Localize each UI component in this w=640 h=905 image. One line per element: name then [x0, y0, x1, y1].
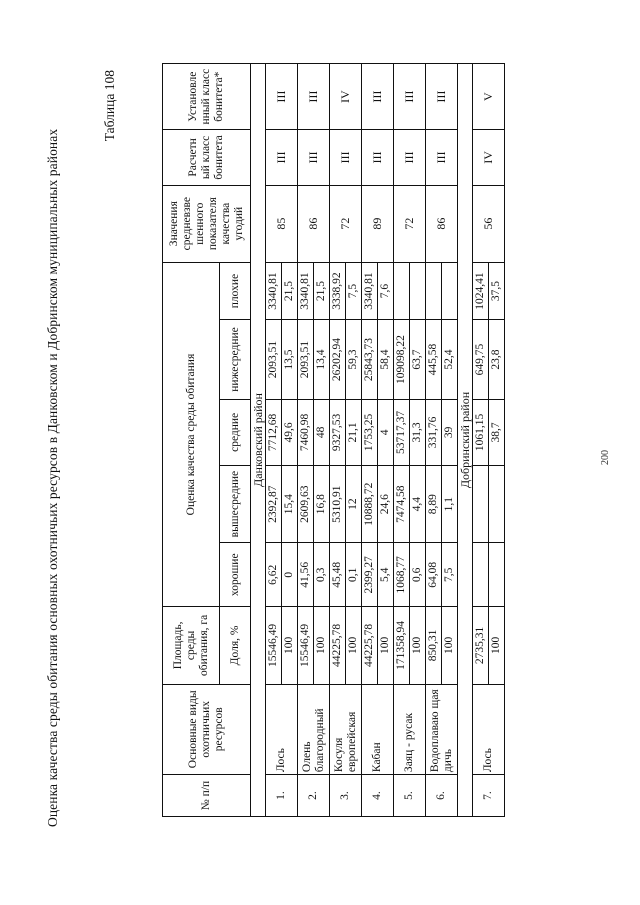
- row-share: 100: [378, 607, 394, 684]
- row-poor-share: 7,6: [378, 262, 394, 319]
- row-poor-area: [426, 262, 442, 319]
- row-avg-area: 7712,68: [266, 399, 282, 465]
- row-avg-share: 31,3: [410, 399, 426, 465]
- row-below-area: 445,58: [426, 320, 442, 399]
- row-poor-area: [394, 262, 410, 319]
- row-share: 100: [314, 607, 330, 684]
- row-above-area: 10888,72: [362, 465, 378, 542]
- row-good-area: [473, 543, 489, 607]
- row-avg-share: 38,7: [489, 399, 505, 465]
- row-good-share: 0,3: [314, 543, 330, 607]
- row-below-area: 109098,22: [394, 320, 410, 399]
- row-poor-share: [442, 262, 458, 319]
- header-avg: средние: [220, 399, 251, 465]
- row-below-area: 25843,73: [362, 320, 378, 399]
- row-calc-class: III: [298, 130, 330, 185]
- row-avg-area: 7460,98: [298, 399, 314, 465]
- header-above-avg: вышесредние: [220, 465, 251, 542]
- row-avg-share: 21,1: [346, 399, 362, 465]
- row-weighted: 56: [473, 185, 505, 262]
- row-good-area: 45,48: [330, 543, 346, 607]
- row-above-share: 4,4: [410, 465, 426, 542]
- row-good-share: 5,4: [378, 543, 394, 607]
- row-num: 3.: [330, 775, 362, 817]
- row-below-area: 26202,94: [330, 320, 346, 399]
- row-above-share: 24,6: [378, 465, 394, 542]
- row-good-area: 2399,27: [362, 543, 378, 607]
- row-avg-share: 4: [378, 399, 394, 465]
- header-species: Основные виды охотничьих ресурсов: [163, 684, 251, 775]
- row-good-share: 0,1: [346, 543, 362, 607]
- row-share: 100: [442, 607, 458, 684]
- document-title: Оценка качества среды обитания основных охотничьих ресурсов в Данковском и Добринском муниципальных районах: [45, 128, 60, 827]
- header-quality-group: Оценка качества среды обитания: [163, 262, 220, 606]
- row-area: 850,31: [426, 607, 442, 684]
- row-good-share: 0: [282, 543, 298, 607]
- row-poor-area: 3340,81: [298, 262, 314, 319]
- row-set-class: IV: [330, 64, 362, 130]
- row-set-class: III: [298, 64, 330, 130]
- row-poor-share: [410, 262, 426, 319]
- row-share: 100: [489, 607, 505, 684]
- row-good-area: 41,56: [298, 543, 314, 607]
- header-num: № п/п: [163, 775, 251, 817]
- header-calc-class: Расчетн ый класс бонитета: [163, 130, 251, 185]
- row-species: Кабан: [362, 684, 394, 775]
- header-share: Доля, %: [220, 607, 251, 684]
- row-below-share: 13,4: [314, 320, 330, 399]
- region-name: Добринский район: [458, 64, 473, 817]
- table-row: [426, 64, 442, 817]
- row-above-area: 8,89: [426, 465, 442, 542]
- header-good: хорошие: [220, 543, 251, 607]
- row-above-share: 1,1: [442, 465, 458, 542]
- row-poor-area: 3338,92: [330, 262, 346, 319]
- row-below-share: 23,8: [489, 320, 505, 399]
- row-calc-class: III: [394, 130, 426, 185]
- row-species: Заяц - русак: [394, 684, 426, 775]
- row-num: 7.: [473, 775, 505, 817]
- row-above-area: 5310,91: [330, 465, 346, 542]
- row-area: 15546,49: [266, 607, 282, 684]
- row-species: Косуля европейская: [330, 684, 362, 775]
- row-set-class: III: [362, 64, 394, 130]
- row-avg-area: 1061,15: [473, 399, 489, 465]
- row-good-share: 7,5: [442, 543, 458, 607]
- row-share: 100: [282, 607, 298, 684]
- row-below-area: 2093,51: [298, 320, 314, 399]
- row-below-area: 2093,51: [266, 320, 282, 399]
- row-above-share: [489, 465, 505, 542]
- row-below-share: 52,4: [442, 320, 458, 399]
- row-weighted: 86: [426, 185, 458, 262]
- table-row: [330, 64, 346, 817]
- row-weighted: 85: [266, 185, 298, 262]
- row-set-class: III: [266, 64, 298, 130]
- row-avg-share: 49,6: [282, 399, 298, 465]
- row-calc-class: III: [362, 130, 394, 185]
- table-row: [473, 64, 489, 817]
- row-above-area: 2392,87: [266, 465, 282, 542]
- row-num: 2.: [298, 775, 330, 817]
- row-calc-class: IV: [473, 130, 505, 185]
- row-below-share: 63,7: [410, 320, 426, 399]
- row-avg-area: 331,76: [426, 399, 442, 465]
- header-set-class: Установле нный класс бонитета*: [163, 64, 251, 130]
- row-calc-class: III: [266, 130, 298, 185]
- table-row: [298, 64, 314, 817]
- row-calc-class: III: [426, 130, 458, 185]
- row-num: 1.: [266, 775, 298, 817]
- row-above-area: [473, 465, 489, 542]
- row-good-area: 64,08: [426, 543, 442, 607]
- habitat-quality-table: [162, 63, 505, 817]
- row-set-class: III: [426, 64, 458, 130]
- row-set-class: V: [473, 64, 505, 130]
- header-weighted: Значения средневзве шенного показателя качества угодий: [163, 185, 251, 262]
- region-row: [251, 64, 266, 817]
- row-share: 100: [410, 607, 426, 684]
- row-good-share: 0,6: [410, 543, 426, 607]
- row-above-area: 7474,58: [394, 465, 410, 542]
- row-weighted: 72: [394, 185, 426, 262]
- row-above-share: 12: [346, 465, 362, 542]
- row-share: 100: [346, 607, 362, 684]
- row-above-share: 16,8: [314, 465, 330, 542]
- row-area: 44225,78: [362, 607, 378, 684]
- row-poor-share: 37,5: [489, 262, 505, 319]
- row-weighted: 86: [298, 185, 330, 262]
- table-row: [362, 64, 378, 817]
- row-num: 4.: [362, 775, 394, 817]
- row-weighted: 89: [362, 185, 394, 262]
- row-good-area: 1068,77: [394, 543, 410, 607]
- header-poor: плохие: [220, 262, 251, 319]
- row-species: Водоплаваю щая дичь: [426, 684, 458, 775]
- row-set-class: III: [394, 64, 426, 130]
- row-below-share: 13,5: [282, 320, 298, 399]
- row-above-area: 2609,63: [298, 465, 314, 542]
- table-label: Таблица 108: [102, 70, 117, 142]
- row-good-share: [489, 543, 505, 607]
- row-poor-share: 21,5: [282, 262, 298, 319]
- row-num: 5.: [394, 775, 426, 817]
- region-row: [458, 64, 473, 817]
- row-area: 171358,94: [394, 607, 410, 684]
- row-below-share: 59,3: [346, 320, 362, 399]
- row-above-share: 15,4: [282, 465, 298, 542]
- row-below-share: 58,4: [378, 320, 394, 399]
- row-area: 44225,78: [330, 607, 346, 684]
- row-area: 15546,49: [298, 607, 314, 684]
- table-row: [394, 64, 410, 817]
- row-avg-share: 48: [314, 399, 330, 465]
- region-name: Данковский район: [251, 64, 266, 817]
- row-avg-share: 39: [442, 399, 458, 465]
- row-avg-area: 53717,37: [394, 399, 410, 465]
- row-species: Лось: [266, 684, 298, 775]
- header-area: Площадь, среды обитания, га: [163, 607, 220, 684]
- row-below-area: 649,75: [473, 320, 489, 399]
- row-area: 2735,31: [473, 607, 489, 684]
- row-good-area: 6,62: [266, 543, 282, 607]
- row-poor-area: 1024,41: [473, 262, 489, 319]
- row-num: 6.: [426, 775, 458, 817]
- row-avg-area: 1753,25: [362, 399, 378, 465]
- row-poor-share: 7,5: [346, 262, 362, 319]
- row-poor-share: 21,5: [314, 262, 330, 319]
- page-number: 200: [600, 450, 611, 465]
- row-species: Олень благородный: [298, 684, 330, 775]
- header-below-avg: нижесредние: [220, 320, 251, 399]
- table-row: [266, 64, 282, 817]
- row-avg-area: 9327,53: [330, 399, 346, 465]
- row-species: Лось: [473, 684, 505, 775]
- row-calc-class: III: [330, 130, 362, 185]
- row-weighted: 72: [330, 185, 362, 262]
- row-poor-area: 3340,81: [266, 262, 282, 319]
- row-poor-area: 3340,81: [362, 262, 378, 319]
